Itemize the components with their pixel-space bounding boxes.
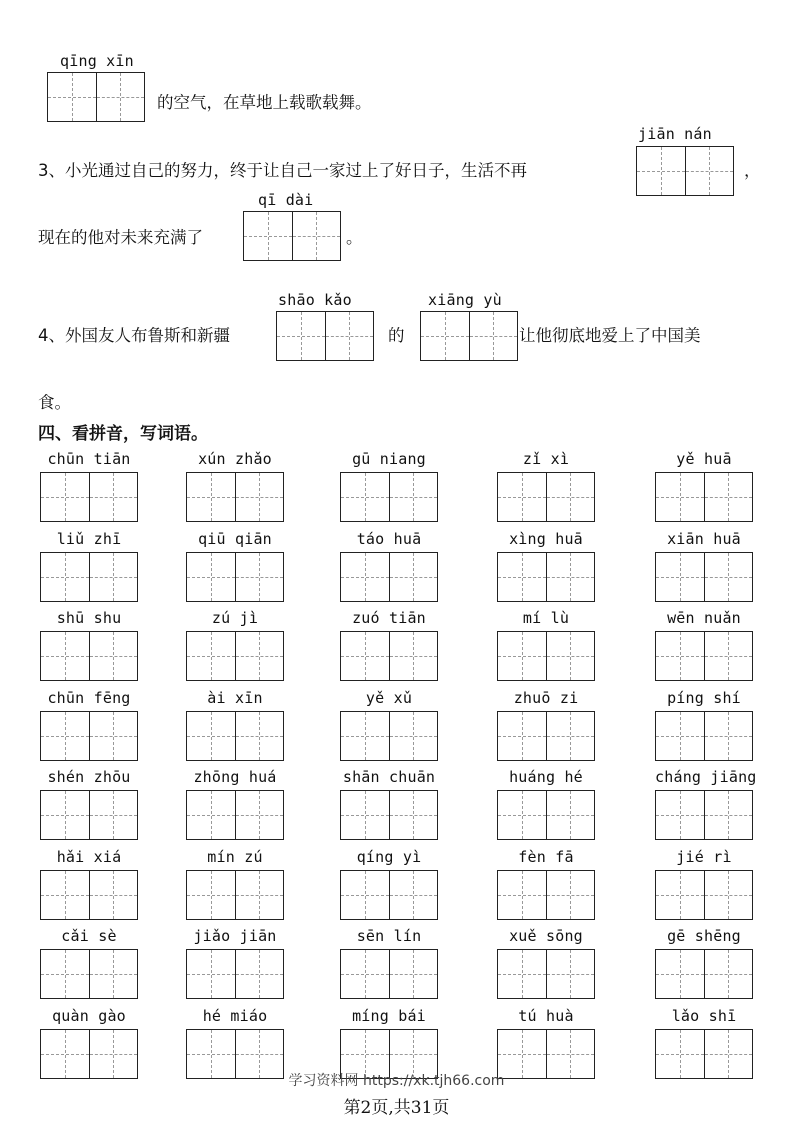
word-writing-box[interactable] [340,870,438,920]
word-pinyin: fèn fā [518,847,574,866]
writing-box-qidai[interactable] [243,211,341,261]
word-writing-box[interactable] [655,472,753,522]
word-pinyin: shān chuān [342,768,436,786]
word-pinyin: zuó tiān [352,609,426,627]
word-writing-box[interactable] [655,552,753,602]
word-writing-box[interactable] [40,870,138,920]
word-writing-box[interactable] [340,711,438,761]
writing-box-qingxin[interactable] [47,72,145,122]
writing-box-shaokao[interactable] [276,311,374,361]
word-pinyin: xiān huā [667,529,741,548]
word-pinyin: hǎi xiá [56,847,122,866]
word-writing-box[interactable] [497,790,595,840]
word-writing-box[interactable] [497,631,595,681]
word-writing-box[interactable] [186,711,284,761]
footer-site: 学习资料网 https://xk.tjh66.com [288,1073,505,1089]
word-pinyin: hé miáo [202,1006,268,1025]
word-writing-box[interactable] [186,870,284,920]
word-pinyin: gē shēng [667,927,741,945]
word-pinyin: sēn lín [356,927,422,945]
word-writing-box[interactable] [186,949,284,999]
word-pinyin: mí lù [522,609,570,627]
question-4-text-4: 食。 [38,393,71,412]
word-pinyin: chūn tiān [47,450,131,468]
word-pinyin: shén zhōu [47,768,131,786]
word-writing-box[interactable] [497,870,595,920]
writing-box-jiannan[interactable] [636,146,734,196]
pinyin-jiannan: jiān nán [638,125,712,143]
word-pinyin: míng bái [352,1006,426,1025]
word-pinyin: quàn gào [52,1006,126,1025]
word-pinyin: zǐ xì [522,450,570,468]
writing-box-xiangyu[interactable] [420,311,518,361]
pinyin-qidai: qī dài [258,191,314,209]
word-pinyin: xún zhǎo [198,450,272,468]
word-writing-box[interactable] [186,790,284,840]
footer-page-number: 第2页,共31页 [343,1098,450,1118]
word-pinyin: ài xīn [207,688,263,707]
question-4-text-3: 让他彻底地爱上了中国美 [519,326,701,345]
word-writing-box[interactable] [40,472,138,522]
sentence-text: 的空气，在草地上载歌载舞。 [157,93,372,112]
word-pinyin: qíng yì [356,847,422,866]
word-writing-box[interactable] [497,711,595,761]
word-writing-box[interactable] [655,631,753,681]
word-writing-box[interactable] [40,711,138,761]
section-4-title: 四、看拼音，写词语。 [38,424,208,444]
word-writing-box[interactable] [40,790,138,840]
word-pinyin: cháng jiāng [655,768,757,786]
word-writing-box[interactable] [40,631,138,681]
word-writing-box[interactable] [340,552,438,602]
comma: ， [744,161,761,180]
word-pinyin: wēn nuǎn [667,609,741,627]
word-pinyin: jiǎo jiān [193,927,277,945]
pinyin-qingxin: qīng xīn [60,52,134,70]
word-writing-box[interactable] [340,790,438,840]
pinyin-xiangyu: xiāng yù [428,291,502,309]
word-pinyin: píng shí [667,688,741,707]
word-writing-box[interactable] [655,949,753,999]
word-writing-box[interactable] [340,631,438,681]
word-pinyin: mín zú [207,847,263,866]
word-writing-box[interactable] [340,949,438,999]
word-writing-box[interactable] [655,711,753,761]
word-pinyin: chūn fēng [47,688,131,707]
word-writing-box[interactable] [186,631,284,681]
word-writing-box[interactable] [40,949,138,999]
word-pinyin: zhōng huá [193,768,277,786]
word-pinyin: qiū qiān [198,529,272,548]
word-pinyin: jié rì [676,847,732,866]
word-pinyin: gū niang [352,450,426,468]
word-writing-box[interactable] [340,472,438,522]
word-pinyin: zhuō zi [513,688,579,707]
word-pinyin: zú jì [211,609,259,627]
word-writing-box[interactable] [40,552,138,602]
word-pinyin: lǎo shī [671,1006,737,1025]
question-3-text-2: 现在的他对未来充满了 [38,228,203,247]
word-pinyin: xuě sōng [509,927,583,945]
word-pinyin: yě xǔ [365,688,413,707]
word-writing-box[interactable] [186,472,284,522]
word-writing-box[interactable] [186,552,284,602]
word-pinyin: xìng huā [509,529,583,548]
word-writing-box[interactable] [497,472,595,522]
period: 。 [346,228,363,247]
word-writing-box[interactable] [655,870,753,920]
word-pinyin: yě huā [676,450,732,468]
word-pinyin: huáng hé [509,768,583,786]
word-pinyin: liǔ zhī [56,529,122,548]
word-pinyin: cǎi sè [61,927,117,945]
word-writing-box[interactable] [655,790,753,840]
question-3-text: 3、小光通过自己的努力，终于让自己一家过上了好日子，生活不再 [38,161,527,180]
word-writing-box[interactable] [497,949,595,999]
word-pinyin: táo huā [356,529,422,548]
question-4-text-2: 的 [388,326,405,345]
pinyin-shaokao: shāo kǎo [278,291,352,309]
word-pinyin: shū shu [56,609,122,627]
word-pinyin: tú huà [518,1006,574,1025]
question-4-text: 4、外国友人布鲁斯和新疆 [38,326,230,345]
word-writing-box[interactable] [497,552,595,602]
